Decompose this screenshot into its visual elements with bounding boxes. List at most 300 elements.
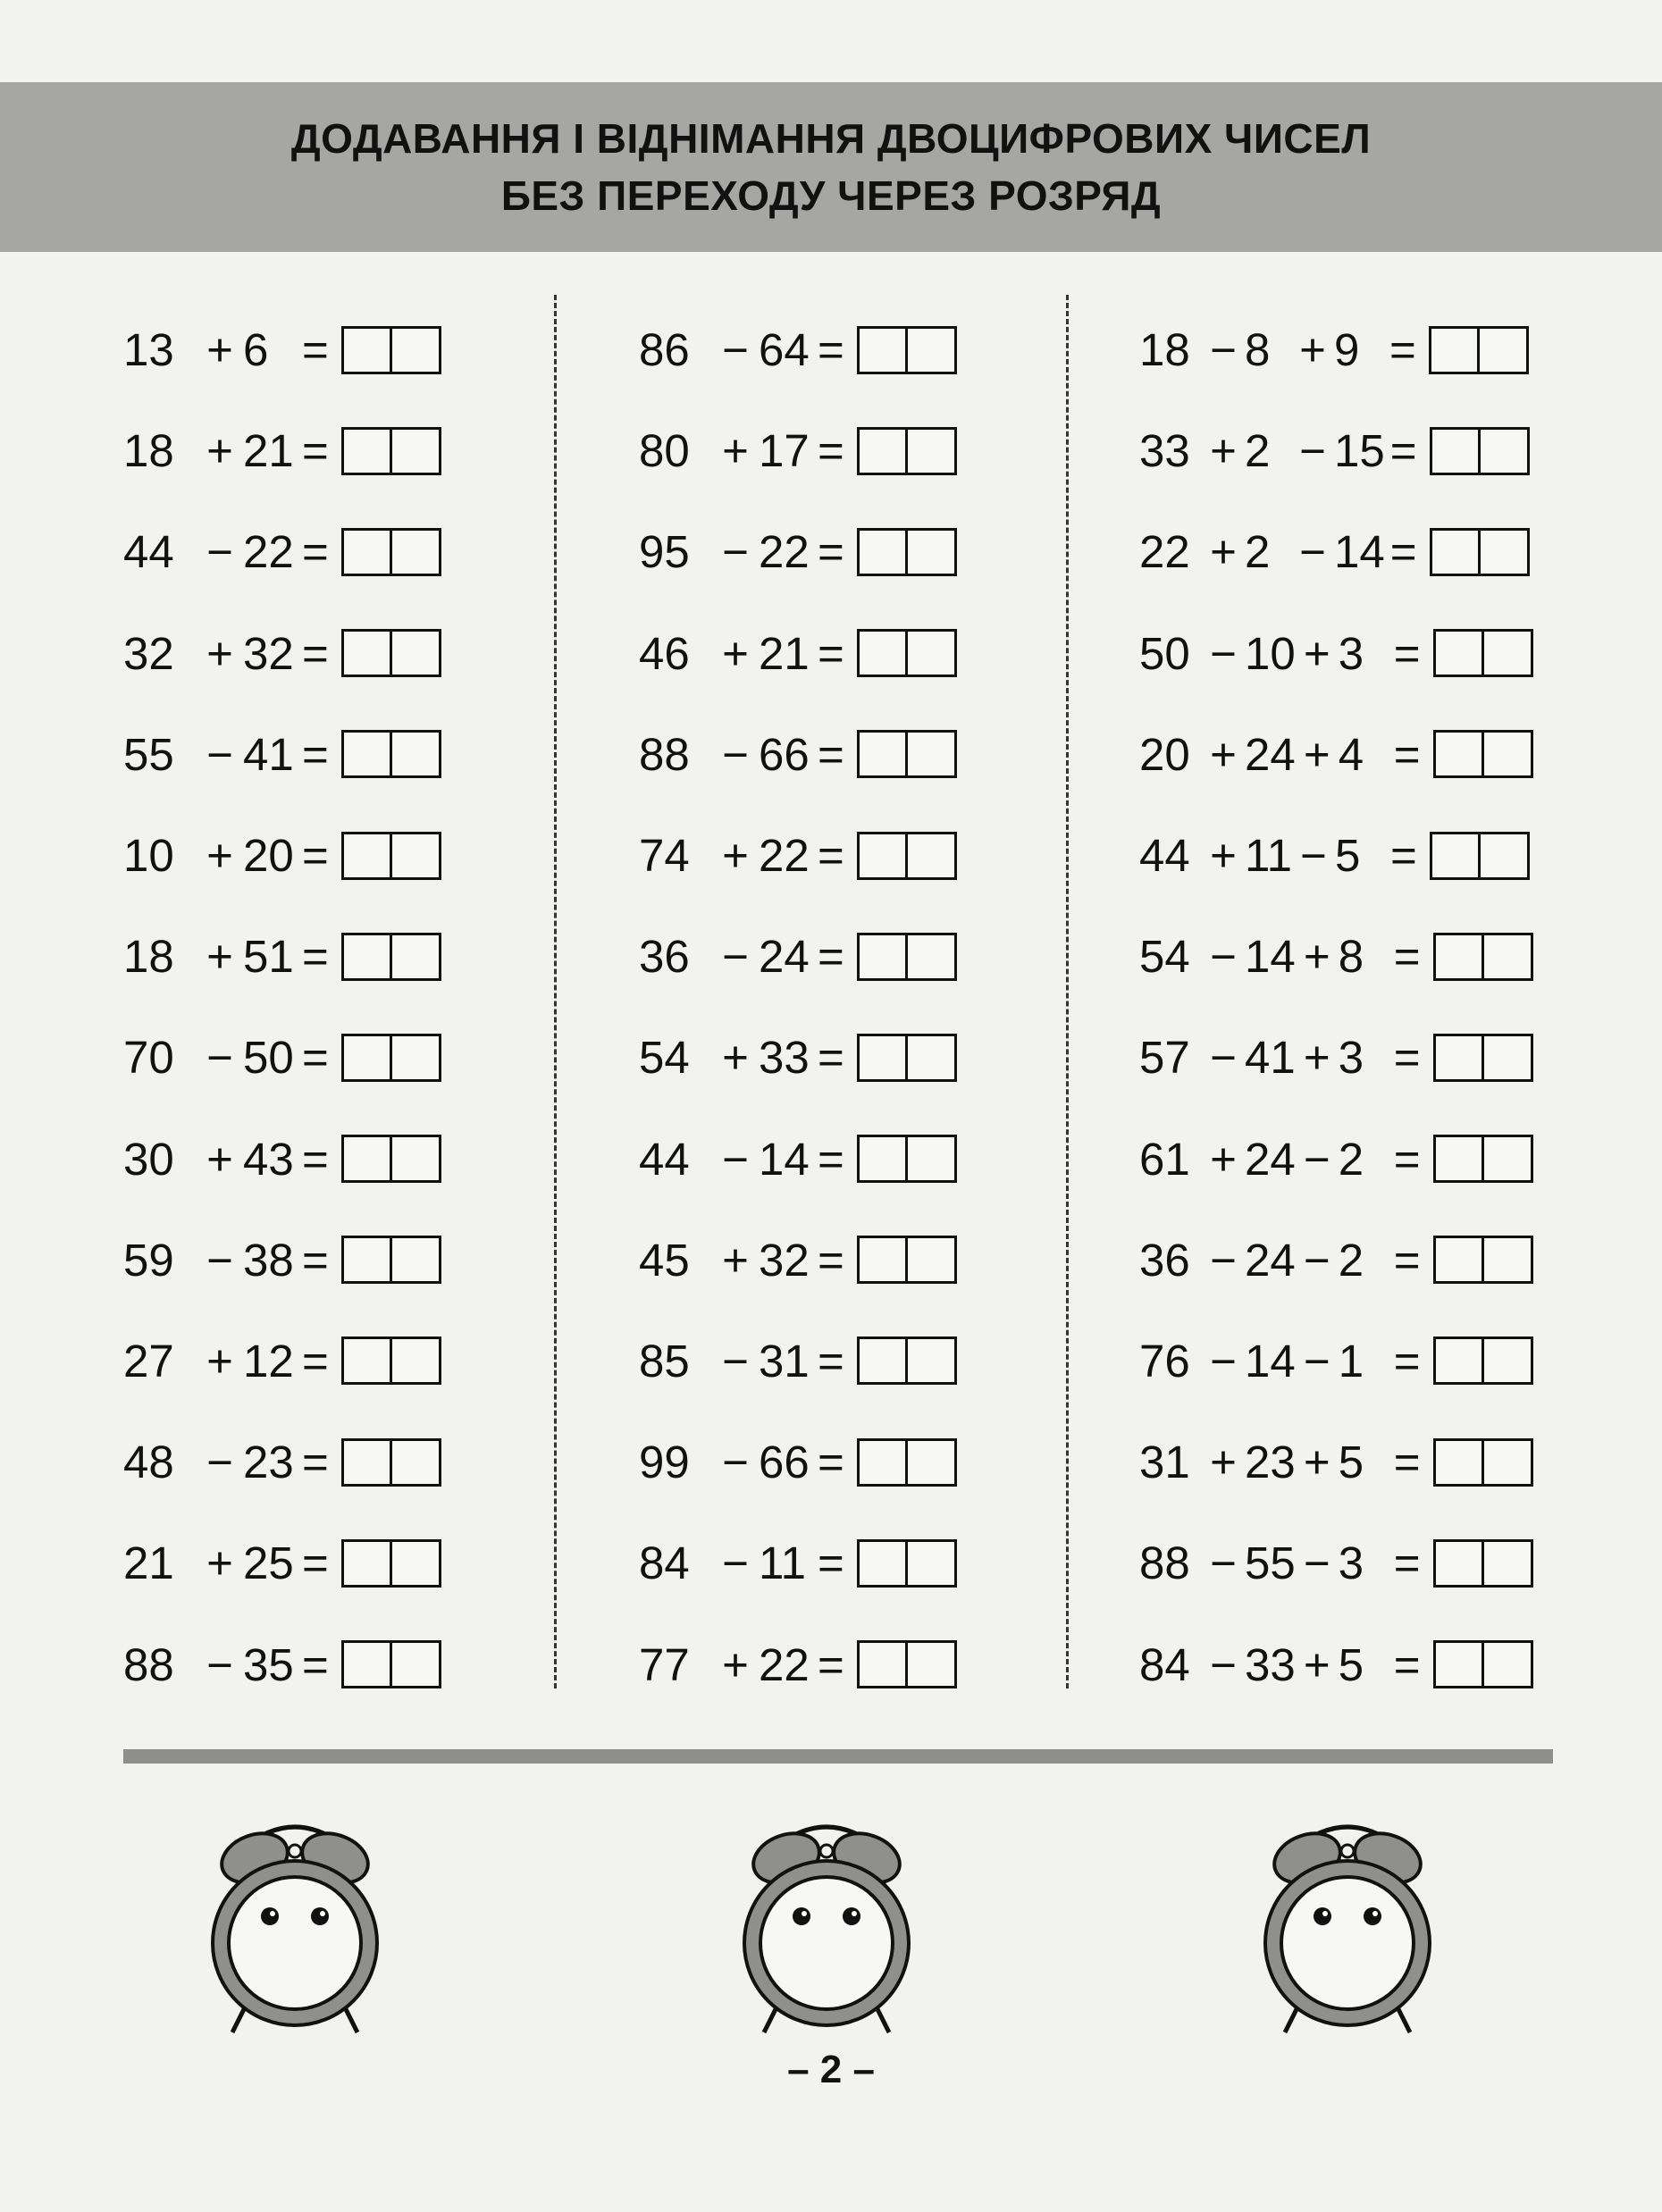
operand: 77 bbox=[639, 1638, 690, 1690]
operator: − bbox=[1299, 425, 1326, 477]
equals-sign: = bbox=[302, 425, 329, 477]
answer-units-cell[interactable] bbox=[908, 834, 954, 877]
operator: + bbox=[1303, 1437, 1330, 1488]
answer-units-cell[interactable] bbox=[392, 329, 439, 372]
operand: 55 bbox=[123, 728, 174, 780]
exercise-row bbox=[123, 603, 624, 704]
operator: + bbox=[1210, 526, 1237, 578]
answer-box[interactable] bbox=[857, 1236, 957, 1284]
answer-tens-cell[interactable] bbox=[1436, 1036, 1485, 1079]
answer-units-cell[interactable] bbox=[1484, 935, 1531, 978]
operator: − bbox=[722, 1538, 749, 1589]
answer-box[interactable] bbox=[857, 528, 957, 576]
operator: + bbox=[1210, 425, 1237, 477]
exercise-row bbox=[1139, 501, 1559, 602]
operator: − bbox=[1210, 1032, 1237, 1084]
operator: + bbox=[1303, 1032, 1330, 1084]
operand: 54 bbox=[1139, 931, 1190, 983]
equals-sign: = bbox=[302, 830, 329, 882]
equals-sign: = bbox=[1389, 425, 1417, 477]
equals-sign: = bbox=[302, 728, 329, 780]
answer-tens-cell[interactable] bbox=[344, 1238, 393, 1281]
equals-sign: = bbox=[302, 1335, 329, 1387]
answer-tens-cell[interactable] bbox=[344, 430, 393, 473]
operator: − bbox=[1210, 1234, 1237, 1286]
column-divider bbox=[1066, 295, 1069, 1688]
operand: 31 bbox=[759, 1335, 810, 1387]
exercise-row bbox=[1139, 1512, 1559, 1613]
exercise-row bbox=[639, 1412, 1139, 1512]
answer-units-cell[interactable] bbox=[1484, 1441, 1531, 1484]
operand: 64 bbox=[759, 324, 810, 376]
answer-box[interactable] bbox=[1433, 730, 1533, 778]
answer-tens-cell[interactable] bbox=[860, 531, 909, 574]
answer-tens-cell[interactable] bbox=[1432, 531, 1482, 574]
operand: 59 bbox=[123, 1234, 174, 1286]
operand: 2 bbox=[1245, 526, 1271, 578]
answer-box[interactable] bbox=[1433, 1438, 1533, 1487]
operand: 21 bbox=[243, 425, 294, 477]
exercise-row bbox=[123, 805, 624, 906]
answer-box[interactable] bbox=[341, 933, 441, 981]
operator: − bbox=[206, 728, 233, 780]
operand: 86 bbox=[639, 324, 690, 376]
answer-units-cell[interactable] bbox=[392, 430, 439, 473]
operand: 41 bbox=[1245, 1032, 1296, 1084]
answer-box[interactable] bbox=[857, 1640, 957, 1688]
operand: 8 bbox=[1245, 324, 1271, 376]
answer-box[interactable] bbox=[341, 1236, 441, 1284]
operand: 44 bbox=[123, 526, 174, 578]
answer-box[interactable] bbox=[1433, 1135, 1533, 1183]
answer-tens-cell[interactable] bbox=[860, 1542, 909, 1585]
exercise-row bbox=[1139, 805, 1559, 906]
operator: + bbox=[1210, 830, 1237, 882]
answer-units-cell[interactable] bbox=[392, 1339, 439, 1382]
exercise-row bbox=[639, 400, 1139, 501]
operand: 11 bbox=[759, 1538, 806, 1589]
operand: 22 bbox=[243, 526, 294, 578]
operand: 18 bbox=[123, 931, 174, 983]
answer-box[interactable] bbox=[857, 933, 957, 981]
answer-tens-cell[interactable] bbox=[344, 632, 393, 674]
equals-sign: = bbox=[302, 627, 329, 679]
operand: 99 bbox=[639, 1437, 690, 1488]
operand: 20 bbox=[1139, 728, 1190, 780]
equals-sign: = bbox=[818, 728, 844, 780]
answer-units-cell[interactable] bbox=[908, 1542, 954, 1585]
operator: − bbox=[206, 1234, 233, 1286]
page-number: – 2 – bbox=[787, 2048, 875, 2091]
operand: 88 bbox=[123, 1638, 174, 1690]
answer-box[interactable] bbox=[857, 730, 957, 778]
operand: 76 bbox=[1139, 1335, 1190, 1387]
operand: 22 bbox=[759, 1638, 810, 1690]
operator: − bbox=[722, 931, 749, 983]
operand: 12 bbox=[243, 1335, 294, 1387]
equals-sign: = bbox=[302, 1437, 329, 1488]
operand: 24 bbox=[1245, 1234, 1296, 1286]
operand: 24 bbox=[1245, 728, 1296, 780]
answer-units-cell[interactable] bbox=[1484, 1137, 1531, 1180]
answer-units-cell[interactable] bbox=[1484, 1339, 1531, 1382]
answer-units-cell[interactable] bbox=[908, 1339, 954, 1382]
answer-box[interactable] bbox=[1433, 1640, 1533, 1688]
answer-tens-cell[interactable] bbox=[860, 935, 909, 978]
exercise-row bbox=[639, 1007, 1139, 1108]
operator: + bbox=[722, 1032, 749, 1084]
exercise-row bbox=[1139, 906, 1559, 1007]
answer-box[interactable] bbox=[341, 629, 441, 677]
answer-units-cell[interactable] bbox=[392, 1036, 439, 1079]
operator: + bbox=[1303, 627, 1330, 679]
answer-units-cell[interactable] bbox=[392, 531, 439, 574]
answer-tens-cell[interactable] bbox=[344, 1643, 393, 1686]
operand: 3 bbox=[1338, 627, 1364, 679]
exercise-row bbox=[1139, 1109, 1559, 1210]
answer-tens-cell[interactable] bbox=[344, 1542, 393, 1585]
exercise-row bbox=[1139, 299, 1559, 400]
operand: 24 bbox=[759, 931, 810, 983]
answer-units-cell[interactable] bbox=[908, 531, 954, 574]
equals-sign: = bbox=[818, 1437, 844, 1488]
operator: − bbox=[722, 1133, 749, 1185]
equals-sign: = bbox=[818, 830, 844, 882]
operator: + bbox=[722, 425, 749, 477]
operand: 54 bbox=[639, 1032, 690, 1084]
equals-sign: = bbox=[1393, 728, 1421, 780]
exercise-row bbox=[123, 1412, 624, 1512]
answer-box[interactable] bbox=[1433, 1539, 1533, 1588]
operand: 61 bbox=[1139, 1133, 1190, 1185]
answer-units-cell[interactable] bbox=[1481, 430, 1527, 473]
answer-box[interactable] bbox=[1433, 1236, 1533, 1284]
exercise-row bbox=[123, 1613, 624, 1714]
answer-tens-cell[interactable] bbox=[344, 1036, 393, 1079]
title-line-1: ДОДАВАННЯ І ВІДНІМАННЯ ДВОЦИФРОВИХ ЧИСЕЛ bbox=[290, 115, 1372, 162]
answer-tens-cell[interactable] bbox=[1436, 632, 1485, 674]
answer-tens-cell[interactable] bbox=[860, 834, 909, 877]
answer-units-cell[interactable] bbox=[392, 1238, 439, 1281]
operand: 4 bbox=[1338, 728, 1364, 780]
answer-box[interactable] bbox=[341, 528, 441, 576]
operator: + bbox=[206, 830, 233, 882]
answer-tens-cell[interactable] bbox=[344, 329, 393, 372]
answer-box[interactable] bbox=[1433, 1336, 1533, 1385]
answer-box[interactable] bbox=[1433, 1034, 1533, 1082]
answer-box[interactable] bbox=[857, 1135, 957, 1183]
answer-units-cell[interactable] bbox=[1484, 1643, 1531, 1686]
answer-units-cell[interactable] bbox=[1484, 1542, 1531, 1585]
answer-box[interactable] bbox=[1433, 629, 1533, 677]
operand: 10 bbox=[1245, 627, 1296, 679]
exercise-row bbox=[639, 1210, 1139, 1311]
answer-box[interactable] bbox=[1430, 528, 1530, 576]
answer-units-cell[interactable] bbox=[908, 1036, 954, 1079]
exercise-row bbox=[123, 1109, 624, 1210]
exercise-row bbox=[123, 299, 624, 400]
alarm-clock-icon bbox=[206, 1796, 384, 2037]
exercise-row bbox=[639, 1613, 1139, 1714]
answer-tens-cell[interactable] bbox=[860, 1036, 909, 1079]
answer-tens-cell[interactable] bbox=[1436, 1441, 1485, 1484]
answer-tens-cell[interactable] bbox=[1436, 935, 1485, 978]
operand: 55 bbox=[1245, 1538, 1296, 1589]
operand: 35 bbox=[243, 1638, 294, 1690]
operator: − bbox=[1210, 931, 1237, 983]
answer-units-cell[interactable] bbox=[1484, 632, 1531, 674]
answer-tens-cell[interactable] bbox=[1436, 1339, 1485, 1382]
equals-sign: = bbox=[1393, 931, 1421, 983]
answer-box[interactable] bbox=[1429, 326, 1529, 374]
equals-sign: = bbox=[818, 526, 844, 578]
answer-box[interactable] bbox=[857, 326, 957, 374]
answer-tens-cell[interactable] bbox=[860, 1339, 909, 1382]
operand: 21 bbox=[759, 627, 810, 679]
operator: + bbox=[1303, 931, 1330, 983]
answer-box[interactable] bbox=[341, 730, 441, 778]
answer-tens-cell[interactable] bbox=[1436, 1643, 1485, 1686]
equals-sign: = bbox=[1389, 526, 1417, 578]
exercise-column-3 bbox=[1139, 299, 1559, 1715]
answer-tens-cell[interactable] bbox=[860, 632, 909, 674]
answer-units-cell[interactable] bbox=[908, 1238, 954, 1281]
operand: 45 bbox=[639, 1234, 690, 1286]
answer-units-cell[interactable] bbox=[392, 1542, 439, 1585]
answer-units-cell[interactable] bbox=[392, 733, 439, 775]
operator: + bbox=[722, 830, 749, 882]
operator: − bbox=[206, 1638, 233, 1690]
answer-box[interactable] bbox=[857, 1539, 957, 1588]
operator: − bbox=[206, 1437, 233, 1488]
operand: 14 bbox=[759, 1133, 810, 1185]
operand: 31 bbox=[1139, 1437, 1190, 1488]
answer-box[interactable] bbox=[857, 832, 957, 880]
exercise-row bbox=[123, 1512, 624, 1613]
answer-box[interactable] bbox=[341, 1539, 441, 1588]
operator: − bbox=[1299, 526, 1326, 578]
operand: 3 bbox=[1338, 1538, 1364, 1589]
answer-tens-cell[interactable] bbox=[344, 935, 393, 978]
answer-box[interactable] bbox=[1433, 933, 1533, 981]
answer-units-cell[interactable] bbox=[1480, 329, 1526, 372]
answer-units-cell[interactable] bbox=[1484, 733, 1531, 775]
answer-tens-cell[interactable] bbox=[1436, 1137, 1485, 1180]
operand: 32 bbox=[243, 627, 294, 679]
answer-box[interactable] bbox=[341, 1438, 441, 1487]
title-line-2: БЕЗ ПЕРЕХОДУ ЧЕРЕЗ РОЗРЯД bbox=[500, 172, 1162, 219]
answer-tens-cell[interactable] bbox=[1436, 1238, 1485, 1281]
operand: 66 bbox=[759, 728, 810, 780]
exercise-row bbox=[123, 1311, 624, 1412]
equals-sign: = bbox=[302, 324, 329, 376]
operator: + bbox=[206, 1538, 233, 1589]
exercise-row bbox=[1139, 1412, 1559, 1512]
answer-tens-cell[interactable] bbox=[860, 1137, 909, 1180]
answer-box[interactable] bbox=[341, 1135, 441, 1183]
equals-sign: = bbox=[818, 627, 844, 679]
operand: 10 bbox=[123, 830, 174, 882]
exercise-row bbox=[1139, 400, 1559, 501]
answer-units-cell[interactable] bbox=[1481, 531, 1527, 574]
operand: 22 bbox=[1139, 526, 1190, 578]
answer-units-cell[interactable] bbox=[908, 632, 954, 674]
operand: 43 bbox=[243, 1133, 294, 1185]
operator: − bbox=[1210, 627, 1237, 679]
exercise-row bbox=[123, 906, 624, 1007]
exercise-row bbox=[639, 1512, 1139, 1613]
exercise-row bbox=[123, 704, 624, 805]
answer-units-cell[interactable] bbox=[908, 430, 954, 473]
exercise-row bbox=[639, 1311, 1139, 1412]
answer-units-cell[interactable] bbox=[392, 1643, 439, 1686]
answer-box[interactable] bbox=[857, 629, 957, 677]
answer-tens-cell[interactable] bbox=[860, 1238, 909, 1281]
operand: 41 bbox=[243, 728, 294, 780]
operator: + bbox=[722, 1234, 749, 1286]
operand: 50 bbox=[243, 1032, 294, 1084]
operator: + bbox=[722, 627, 749, 679]
equals-sign: = bbox=[818, 1234, 844, 1286]
answer-tens-cell[interactable] bbox=[344, 1441, 393, 1484]
operand: 25 bbox=[243, 1538, 294, 1589]
equals-sign: = bbox=[1393, 1335, 1421, 1387]
answer-units-cell[interactable] bbox=[392, 834, 439, 877]
operator: − bbox=[1210, 1335, 1237, 1387]
answer-box[interactable] bbox=[1430, 832, 1530, 880]
operand: 2 bbox=[1338, 1234, 1364, 1286]
operand: 21 bbox=[123, 1538, 174, 1589]
equals-sign: = bbox=[1393, 1133, 1421, 1185]
equals-sign: = bbox=[1389, 324, 1416, 376]
operand: 46 bbox=[639, 627, 690, 679]
operator: − bbox=[206, 526, 233, 578]
answer-units-cell[interactable] bbox=[908, 1643, 954, 1686]
operand: 88 bbox=[1139, 1538, 1190, 1589]
column-divider bbox=[554, 295, 557, 1688]
equals-sign: = bbox=[818, 1538, 844, 1589]
operand: 48 bbox=[123, 1437, 174, 1488]
equals-sign: = bbox=[1393, 1032, 1421, 1084]
answer-tens-cell[interactable] bbox=[1436, 1542, 1485, 1585]
answer-box[interactable] bbox=[341, 326, 441, 374]
operator: − bbox=[722, 1437, 749, 1488]
answer-box[interactable] bbox=[857, 1336, 957, 1385]
answer-box[interactable] bbox=[341, 1336, 441, 1385]
answer-units-cell[interactable] bbox=[392, 1441, 439, 1484]
answer-tens-cell[interactable] bbox=[860, 430, 909, 473]
answer-tens-cell[interactable] bbox=[860, 1441, 909, 1484]
equals-sign: = bbox=[1393, 1638, 1421, 1690]
operand: 15 bbox=[1334, 425, 1385, 477]
operand: 14 bbox=[1245, 931, 1296, 983]
answer-units-cell[interactable] bbox=[908, 329, 954, 372]
answer-units-cell[interactable] bbox=[908, 733, 954, 775]
operand: 24 bbox=[1245, 1133, 1296, 1185]
answer-units-cell[interactable] bbox=[392, 632, 439, 674]
operand: 44 bbox=[1139, 830, 1190, 882]
answer-tens-cell[interactable] bbox=[1432, 430, 1482, 473]
operand: 13 bbox=[123, 324, 174, 376]
operator: + bbox=[1299, 324, 1326, 376]
operand: 8 bbox=[1338, 931, 1364, 983]
answer-tens-cell[interactable] bbox=[344, 834, 393, 877]
answer-units-cell[interactable] bbox=[1481, 834, 1527, 877]
equals-sign: = bbox=[818, 1638, 844, 1690]
operator: + bbox=[1303, 728, 1330, 780]
answer-units-cell[interactable] bbox=[908, 1441, 954, 1484]
equals-sign: = bbox=[302, 931, 329, 983]
operator: − bbox=[1303, 1538, 1330, 1589]
operand: 11 bbox=[1245, 830, 1292, 882]
alarm-clock-icon bbox=[737, 1796, 916, 2037]
answer-box[interactable] bbox=[341, 1640, 441, 1688]
operand: 66 bbox=[759, 1437, 810, 1488]
answer-tens-cell[interactable] bbox=[860, 329, 909, 372]
operand: 27 bbox=[123, 1335, 174, 1387]
operand: 33 bbox=[1245, 1638, 1296, 1690]
answer-units-cell[interactable] bbox=[392, 1137, 439, 1180]
operand: 18 bbox=[123, 425, 174, 477]
exercise-row bbox=[1139, 603, 1559, 704]
operator: − bbox=[722, 728, 749, 780]
equals-sign: = bbox=[1393, 1437, 1421, 1488]
exercise-row bbox=[1139, 1210, 1559, 1311]
operator: − bbox=[1303, 1133, 1330, 1185]
answer-units-cell[interactable] bbox=[908, 935, 954, 978]
answer-box[interactable] bbox=[857, 1034, 957, 1082]
answer-tens-cell[interactable] bbox=[860, 733, 909, 775]
answer-tens-cell[interactable] bbox=[1436, 733, 1485, 775]
operand: 18 bbox=[1139, 324, 1190, 376]
answer-box[interactable] bbox=[341, 832, 441, 880]
operator: + bbox=[206, 324, 233, 376]
operand: 2 bbox=[1338, 1133, 1364, 1185]
exercise-column-2 bbox=[639, 299, 1139, 1715]
answer-tens-cell[interactable] bbox=[344, 531, 393, 574]
answer-tens-cell[interactable] bbox=[344, 1339, 393, 1382]
operand: 33 bbox=[759, 1032, 810, 1084]
exercise-row bbox=[639, 501, 1139, 602]
operand: 32 bbox=[759, 1234, 810, 1286]
operator: − bbox=[722, 1335, 749, 1387]
operand: 22 bbox=[759, 526, 810, 578]
answer-units-cell[interactable] bbox=[392, 935, 439, 978]
operand: 20 bbox=[243, 830, 294, 882]
answer-units-cell[interactable] bbox=[1484, 1238, 1531, 1281]
exercise-row bbox=[639, 906, 1139, 1007]
answer-box[interactable] bbox=[857, 1438, 957, 1487]
answer-units-cell[interactable] bbox=[908, 1137, 954, 1180]
operator: + bbox=[1210, 1437, 1237, 1488]
answer-box[interactable] bbox=[1430, 427, 1530, 475]
answer-box[interactable] bbox=[341, 427, 441, 475]
answer-tens-cell[interactable] bbox=[860, 1643, 909, 1686]
equals-sign: = bbox=[818, 1032, 844, 1084]
equals-sign: = bbox=[1393, 1234, 1421, 1286]
operand: 3 bbox=[1338, 1032, 1364, 1084]
answer-tens-cell[interactable] bbox=[344, 733, 393, 775]
equals-sign: = bbox=[818, 931, 844, 983]
answer-tens-cell[interactable] bbox=[1432, 834, 1482, 877]
answer-units-cell[interactable] bbox=[1484, 1036, 1531, 1079]
equals-sign: = bbox=[302, 1133, 329, 1185]
answer-box[interactable] bbox=[857, 427, 957, 475]
operand: 84 bbox=[639, 1538, 690, 1589]
answer-tens-cell[interactable] bbox=[344, 1137, 393, 1180]
answer-box[interactable] bbox=[341, 1034, 441, 1082]
answer-tens-cell[interactable] bbox=[1431, 329, 1481, 372]
